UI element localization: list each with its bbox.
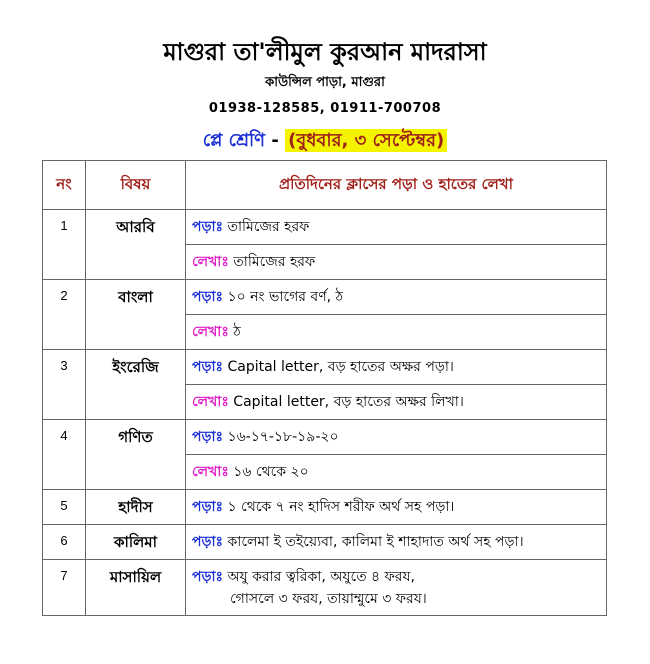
table-row [43, 210, 607, 245]
write-text: ১৬ থেকে ২০ [233, 464, 309, 480]
row-number: 3 [43, 350, 86, 420]
subject-cell: হাদীস [86, 490, 186, 525]
table-header-row [43, 161, 607, 210]
write-cell [186, 455, 607, 490]
header-work: প্রতিদিনের ক্লাসের পড়া ও হাতের লেখা [186, 161, 607, 210]
read-cell [186, 560, 607, 616]
read-label: পড়াঃ [192, 534, 224, 550]
read-label: পড়াঃ [192, 289, 224, 305]
read-label: পড়াঃ [192, 429, 224, 445]
madrasa-title: মাগুরা তা'লীমুল কুরআন মাদরাসা [163, 38, 487, 66]
read-label: পড়াঃ [192, 568, 224, 585]
write-label: লেখাঃ [192, 464, 229, 480]
class-heading [0, 126, 650, 157]
row-number: 2 [43, 280, 86, 350]
write-text: ঠ [233, 324, 241, 340]
madrasa-address: কাউন্সিল পাড়া, মাগুরা [265, 75, 385, 90]
read-text: ১ থেকে ৭ নং হাদিস শরীফ অর্থ সহ পড়া। [227, 499, 455, 515]
row-number: 1 [43, 210, 86, 280]
write-text: Capital letter, বড় হাতের অক্ষর লিখা। [233, 394, 464, 410]
table-row [43, 560, 607, 616]
write-cell [186, 385, 607, 420]
header-num: নং [43, 161, 86, 210]
read-cell [186, 210, 607, 245]
table-row [43, 280, 607, 315]
header-subject: বিষয় [86, 161, 186, 210]
table-row [43, 525, 607, 560]
read-text-line1: অযু করার ত্বরিকা, অযুতে ৪ ফরয, [227, 568, 416, 585]
subject-cell: গণিত [86, 420, 186, 490]
row-number: 7 [43, 560, 86, 616]
read-cell [186, 280, 607, 315]
read-text-line2: গোসলে ৩ ফরয, তায়াম্মুমে ৩ ফরয। [230, 590, 427, 607]
class-date: (বুধবার, ৩ সেপ্টেম্বর) [285, 129, 447, 152]
write-label: লেখাঃ [192, 324, 229, 340]
write-cell [186, 315, 607, 350]
row-number: 4 [43, 420, 86, 490]
read-label: পড়াঃ [192, 359, 224, 375]
table-row [43, 490, 607, 525]
write-label: লেখাঃ [192, 254, 229, 270]
table-row [43, 420, 607, 455]
read-cell [186, 420, 607, 455]
read-text: Capital letter, বড় হাতের অক্ষর পড়া। [227, 359, 454, 375]
read-text: ১০ নং ভাগের বর্ণ, ঠ [227, 289, 344, 305]
subject-cell: আরবি [86, 210, 186, 280]
read-text: তামিজের হরফ [227, 219, 310, 235]
write-cell [186, 245, 607, 280]
phone-numbers: 01938-128585, 01911-700708 [208, 101, 442, 116]
row-number: 6 [43, 525, 86, 560]
read-cell [186, 350, 607, 385]
read-cell [186, 490, 607, 525]
subject-cell: কালিমা [86, 525, 186, 560]
read-text: কালেমা ই তইয়্যেবা, কালিমা ই শাহাদাত অর্থ সহ পড়া। [227, 534, 524, 550]
write-label: লেখাঃ [192, 394, 229, 410]
table-row [43, 350, 607, 385]
read-label: পড়াঃ [192, 219, 224, 235]
class-name: প্লে শ্রেণি [202, 130, 266, 151]
read-label: পড়াঃ [192, 499, 224, 515]
write-text: তামিজের হরফ [233, 254, 316, 270]
subject-cell: মাসায়িল [86, 560, 186, 616]
subject-cell: বাংলা [86, 280, 186, 350]
row-number: 5 [43, 490, 86, 525]
subject-cell: ইংরেজি [86, 350, 186, 420]
class-dash: - [265, 130, 286, 151]
read-cell [186, 525, 607, 560]
routine-table [42, 160, 607, 616]
read-text: ১৬-১৭-১৮-১৯-২০ [227, 429, 339, 445]
